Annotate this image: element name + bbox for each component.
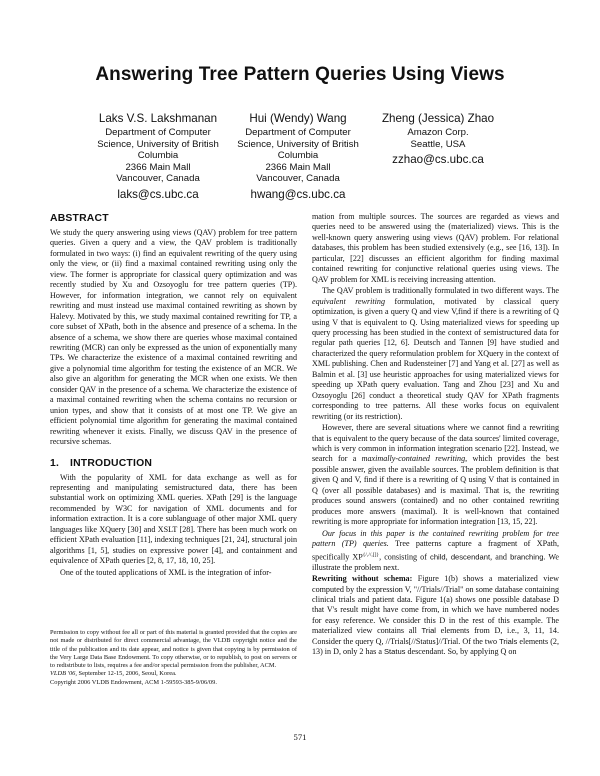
section-title: INTRODUCTION — [70, 457, 153, 469]
run-in-heading: Rewriting without schema: — [312, 574, 413, 584]
superscript: {/,//,[]} — [362, 551, 380, 558]
xml-term: branching — [510, 552, 544, 562]
xml-term: child — [430, 552, 446, 562]
author-email: laks@cs.ubc.ca — [117, 187, 199, 201]
paragraph: However, there are several situations where we cannot find a rewriting that is equivalent to the query because of the data sources' limited coverage, which is very common in information integration scenario [22]. Instead, we search for a maximally-contained rewriting, which provides the best possible answer, given the available sources. The problem definition is that given Q and V, find if there is a rewriting of Q using V that is contained in Q (over all possible databases) and is maximal. That is, the rewriting produces sound answers (contained) and no other contained rewriting produces more answers (maximal). It is well-known that contained rewriting is more appropriate for information integration [13, 15, 22]. — [312, 423, 560, 527]
author-affiliation-line: Vancouver, Canada — [116, 173, 200, 185]
paragraph: Our focus in this paper is the contained rewriting problem for tree pattern (TP) queries. Tree patterns capture a fragment of XPath, specifically XP{/,//,[]}, consisting of child, descendant, and branching. We illustrate the problem next. — [312, 528, 560, 572]
author-affiliation-line: Department of Computer — [245, 127, 351, 138]
left-column — [50, 212, 297, 578]
permission-text: Permission to copy without fee all or part of this material is granted provided that the copies are not made or distributed for direct commercial advantage, the VLDB copyright notice and the title of the publication and its date appear, and notice is given that copying is by permission of the Very Large Data Base Endowment. To copy otherwise, or to republish, to post on servers or to redistribute to lists, requires a fee and/or special permission from the publisher, ACM. — [50, 629, 297, 670]
venue-line: VLDB '06, September 12-15, 2006, Seoul, Korea. — [50, 670, 177, 678]
paragraph: One of the touted applications of XML is the integration of infor- — [60, 567, 272, 577]
paragraph: The QAV problem is traditionally formulated in two different ways. The equivalent rewriting formulation, motivated by classical query optimization, is given a query Q and view V,find if there is a rewriting of Q using V that is equivalent to Q. Using materialized views for speeding up query processing has been studied in the context of semistructured data for regular path queries [12, 6]. Deutsch and Tannen [9] have studied and characterized the query reformulation problem for XQuery in the context of XML publishing. Chen and Rudensteiner [7] and Yang et al. [27] as well as Balmin et al. [3] use heuristic approaches for using materialized views for speeding up XPath query evaluation. Tang and Zhou [23] and Xu and Ozsoyoglu [26] conduct a theoretical study QAV for XPath fragments corresponding to tree patterns. All these works focus on equivalent rewriting (or its restriction). — [312, 286, 559, 421]
author-affiliation-line: Columbia — [137, 150, 179, 162]
author-affiliation-line: Vancouver, Canada — [256, 173, 340, 185]
copyright-line: Copyright 2006 VLDB Endowment, ACM 1-59593-385-9/06/09. — [50, 678, 217, 686]
author-email: zzhao@cs.ubc.ca — [392, 153, 484, 167]
author-email: hwang@cs.ubc.ca — [250, 187, 346, 201]
copyright-footnote — [50, 629, 297, 687]
section-heading — [50, 457, 297, 470]
xml-term: descendant — [450, 552, 491, 562]
author-name: Hui (Wendy) Wang — [249, 112, 347, 125]
abstract-heading: ABSTRACT — [50, 213, 109, 224]
author-name: Zheng (Jessica) Zhao — [381, 112, 495, 125]
abstract-text: We study the query answering using views (QAV) problem for tree pattern queries. Given a query and a view, the QAV problem is traditionally formulated in two ways: (i) find an equivalent rewriting of the query using only the view, or (ii) find a maximal contained rewriting using only the view. The former is appropriate for classical query optimization and was recently studied by Xu and Ozsoyoglu for tree pattern queries (TP). However, for information integration, we cannot rely on equivalent rewriting and must instead use maximal contained rewriting as shown by Halevy. Motivated by this, we study maximal contained rewriting for TP, a core subset of XPath, both in the absence and presence of a schema. In the absence of a schema, we show there are queries whose maximal contained rewriting (MCR) can only be expressed as the union of exponentially many TPs. We characterize the existence of a maximal contained rewriting and give a polynomial time algorithm for testing the existence of an MCR. We also give an algorithm for generating the MCR when one exists. We then consider QAV in the presence of a schema. We characterize the existence of a maximal contained rewriting when the schema contains no recursion or union types, and show that it consists of at most one TP. We give an efficient polynomial time algorithm for generating the maximal contained rewriting whenever it exists. Finally, we discuss QAV in the presence of recursive schemas. — [50, 228, 297, 447]
paragraph: Rewriting without schema: Figure 1(b) shows a materialized view computed by the expression V, "//Trials//Trial" on some database containing clinical trials and patient data. Figure 1(a) shows one possible database D that V's result might have come from, in which we have numbered nodes for easy reference. We consider this D in the rest of this example. The materialized view contains all Trial elements from D, i.e., 3, 11, 14. Consider the query Q, //Trials[//Status]//Trial. Of the two Trials elements (2, 13) in D, only 2 has a Status descendant. So, by applying Q on — [312, 574, 559, 657]
author-block — [343, 111, 533, 168]
right-column — [312, 212, 559, 658]
xml-term: Status — [383, 647, 406, 657]
xml-term: Trial — [421, 626, 436, 636]
author-affiliation-line: Department of Computer — [105, 127, 211, 138]
page-number: 571 — [293, 732, 307, 742]
author-affiliation-line: 2366 Main Mall — [125, 161, 191, 173]
author-affiliation-line: Science, University of British — [237, 138, 359, 150]
author-name: Laks V.S. Lakshmanan — [98, 112, 218, 125]
xml-term: Trials — [499, 636, 518, 646]
emphasis: equivalent rewriting — [312, 296, 386, 306]
emphasis: maximally-contained rewriting — [361, 454, 466, 464]
emphasis: Our focus in this paper is the contained rewriting problem for tree pattern (TP) queries. — [312, 528, 559, 549]
paper-title: Answering Tree Pattern Queries Using Views — [95, 64, 505, 85]
section-number: 1. — [50, 457, 60, 469]
author-affiliation-line: Science, University of British — [97, 138, 219, 150]
paragraph: With the popularity of XML for data exchange as well as for representing and manipulating semistructured data, there has been substantial work on optimizing XML queries. XPath [29] is the language recommended by W3C for navigation of XML documents and for information extraction. It is a core sublanguage of other major XML query languages like XQuery [30] and XSLT [28]. There has been much work on efficient XPath evaluation [11], indexing techniques [21, 24], structural join algorithms [1, 5], studies on expressive power [4], and containment and equivalence of XPath queries [2, 8, 17, 18, 10, 25]. — [50, 472, 297, 566]
author-affiliation-line: Seattle, USA — [410, 138, 466, 150]
paragraph: mation from multiple sources. The sources are regarded as views and queries need to be answered using the (materialized) views. This is the well-known query answering using views (QAV) problem. For relational databases, this problem has been studied extensively (e.g., see [16, 13]). In particular, [22] discusses an efficient algorithm for finding maximal contained rewriting for conjunctive relational queries using views. The QAV problem for XML is receiving increasing attention. — [312, 212, 559, 284]
author-affiliation-line: 2366 Main Mall — [265, 161, 331, 173]
author-affiliation-line: Amazon Corp. — [407, 127, 469, 138]
author-affiliation-line: Columbia — [277, 150, 319, 162]
